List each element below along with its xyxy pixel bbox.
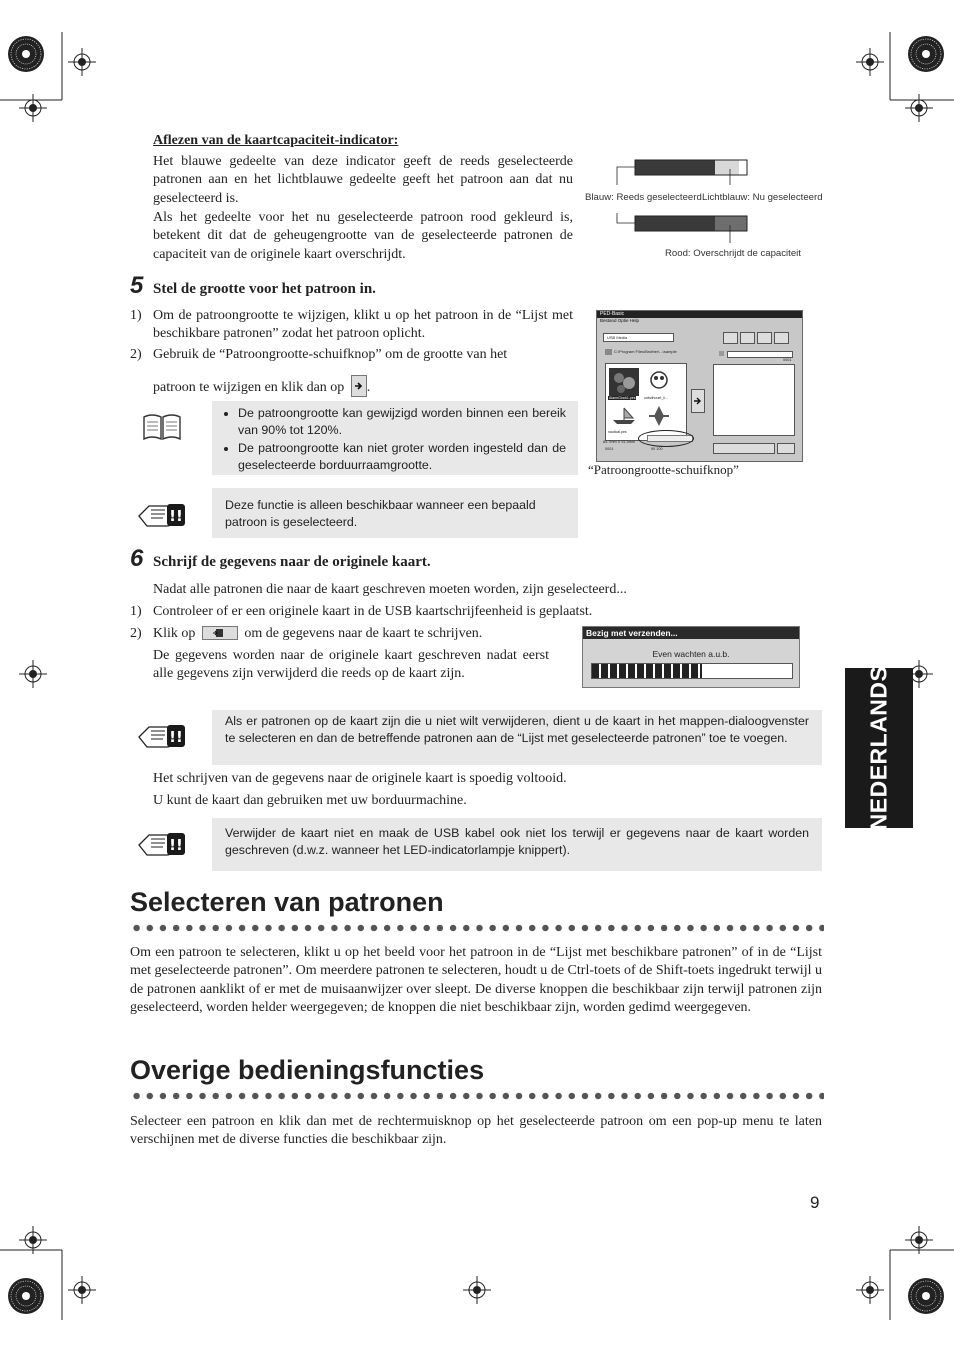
warning-box-1: Deze functie is alleen beschikbaar wanneer een bepaald patroon is geselecteerd. (212, 488, 578, 538)
indicator-red-part (715, 216, 747, 231)
step-5-item-1: Om de patroongrootte te wijzigen, klikt u op het patroon in de “Lijst met beschikbare patronen” zodat het patroon oplicht. (153, 308, 573, 342)
label-blue: Blauw: Reeds geselecteerd (585, 192, 702, 203)
book-icon (140, 411, 184, 448)
slider-caption: “Patroongrootte-schuifknop” (588, 462, 739, 477)
step-6-item-2-text-a: Klik op (153, 626, 196, 641)
pattern-thumbnail-3[interactable] (609, 404, 639, 428)
hand-warning-icon (137, 500, 187, 535)
svg-text:!!: !! (169, 507, 183, 525)
capacity-paragraph-1: Het blauwe gedeelte van deze indicator geeft de reeds geselecteerde patronen aan en het lichtblauwe gedeelte geeft het patroon aan dat nu geselecteerd is. (153, 154, 573, 206)
ped-tool-1[interactable] (723, 332, 738, 344)
pattern-thumbnail-4[interactable] (644, 404, 674, 428)
ped-drive-select[interactable]: USB Media (603, 333, 674, 342)
section-body-selecteren: Om een patroon te selecteren, klikt u op het beeld voor het patroon in de “Lijst met beschikbare patronen” of in de “Lijst met geselecteerde patronen”. Om meerdere patronen te selecteren, houdt u de Ctrl-toets of de Shift-toets ingedrukt terwijl u de patronen aanklikt of er met de muisaanwijzer over sleept. De diverse knoppen die beschikbaar zijn terwijl patronen zijn geselecteerd, worden helder weergegeven; de knoppen die niet beschikbaar zijn, worden gedimd weergegeven. (130, 945, 822, 1016)
step-5-item-2-number: 2) (130, 347, 142, 362)
language-tab-label: NEDERLANDS (865, 665, 892, 831)
step-6-item-2-detail: De gegevens worden naar de originele kaart geschreven nadat eerst alle gegevens zijn verwijderd die reeds op de kaart zijn. (153, 648, 549, 682)
step-6-title: Schrijf de gegevens naar de originele kaart. (153, 554, 431, 570)
indicator-lightblue-part (715, 160, 739, 175)
step-6-done-2: U kunt de kaart dan gebruiken met uw borduurmachine. (153, 793, 467, 808)
ped-path: C:\Program Files\Brother\...\sample (605, 348, 683, 356)
arrow-right-icon (692, 390, 704, 412)
note-bullet-1: • De patroongrootte kan gewijzigd worden binnen een bereik van 90% tot 120%. (238, 405, 566, 438)
svg-text:!!: !! (169, 836, 183, 854)
section-divider-1 (130, 924, 824, 932)
ped-count: 0001 (605, 447, 614, 451)
svg-text:!!: !! (169, 728, 183, 746)
step-6-item-1: Controleer of er een originele kaart in de USB kaartschrijfeenheid is geplaatst. (153, 604, 593, 619)
arrow-right-icon (352, 376, 366, 396)
note-bullet-2: • De patroongrootte kan niet groter worden ingesteld dan de geselecteerde borduurraamgrootte. (238, 440, 566, 473)
write-card-button-screenshot[interactable] (713, 443, 775, 454)
sending-dialog-message: Even wachten a.u.b. (652, 649, 730, 659)
section-title-overige: Overige bedieningsfuncties (130, 1055, 485, 1085)
write-card-button-inline[interactable] (202, 626, 238, 640)
hand-warning-icon (137, 721, 187, 756)
bar-marker (719, 351, 724, 356)
section-divider-2 (130, 1092, 824, 1100)
hand-warning-icon (137, 829, 187, 864)
step-6-item-1-number: 1) (130, 604, 142, 619)
ped-percent: 90 100 (651, 447, 663, 451)
sending-dialog (582, 626, 800, 688)
pattern-thumbnail-2[interactable] (644, 368, 674, 396)
help-button-screenshot[interactable] (777, 443, 795, 454)
ped-menu-bar: Bestand Optie Help (600, 318, 640, 323)
step-5-item-2-end: . (366, 380, 371, 395)
step-6-item-2-text-b: om de gegevens naar de kaart te schrijven. (244, 626, 483, 641)
pattern-label-2: owlsilhouet_li... (644, 396, 668, 400)
pattern-label-1: AlarmClock1.pes (609, 396, 636, 400)
step-6-intro: Nadat alle patronen die naar de kaart geschreven moeten worden, zijn geselecteerd... (153, 582, 627, 597)
indicator-blue-part-2 (635, 216, 715, 231)
ped-size-readout: 84.7mm X 91.5mm (603, 440, 636, 444)
add-pattern-button[interactable] (691, 389, 705, 413)
section-body-overige: Selecteer een patroon en klik dan met de rechtermuisknop op het geselecteerde patroon om een pop-up menu te laten verschijnen met de diverse functies die beschikbaar zijn. (130, 1114, 822, 1148)
warning-box-3: Verwijder de kaart niet en maak de USB kabel ook niet los terwijl er gegevens naar de kaart worden geschreven (d.w.z. wanneer het LED-indicatorlampje knippert). (212, 818, 822, 871)
step-6-number: 6 (130, 545, 144, 572)
section-title-selecteren: Selecteren van patronen (130, 887, 444, 917)
ped-tool-2[interactable] (740, 332, 755, 344)
ped-tool-4[interactable] (774, 332, 789, 344)
pattern-thumbnail-1[interactable] (609, 368, 639, 396)
ped-selected-list[interactable] (713, 364, 795, 436)
pattern-label-3: nautical.pes (608, 430, 627, 434)
step-6-item-2-number: 2) (130, 626, 142, 641)
sending-dialog-title: Bezig met verzenden... (583, 627, 799, 639)
step-5-title: Stel de grootte voor het patroon in. (153, 281, 376, 297)
ped-available-list[interactable] (605, 363, 687, 441)
capacity-paragraph-2: Als het gedeelte voor het nu geselecteerde patroon rood gekleurd is, betekent dit dat de geheugengrootte van de geselecteerde patronen de capaciteit van de originele kaart overschrijdt. (153, 210, 573, 262)
label-lightblue: Lichtblauw: Nu geselecteerd (702, 192, 823, 203)
label-red: Rood: Overschrijdt de capaciteit (665, 248, 801, 259)
step-5-item-2-line-1: Gebruik de “Patroongrootte-schuifknop” om de grootte van het (153, 347, 508, 362)
ped-right-count: 0001 (783, 358, 792, 362)
sending-progress-bar (591, 663, 793, 679)
step-5-item-1-number: 1) (130, 308, 142, 323)
capacity-bar-screenshot (727, 351, 793, 358)
page-number: 9 (810, 1193, 820, 1212)
warning-box-2: Als er patronen op de kaart zijn die u niet wilt verwijderen, dient u de kaart in het mappen-dialoogvenster te selecteren en dan de betreffende patronen aan de “Lijst met geselecteerde patronen” toe te voegen. (212, 710, 822, 765)
ped-basic-window (596, 310, 803, 462)
folder-icon (605, 349, 612, 355)
arrow-button-inline[interactable] (351, 375, 367, 397)
step-6-done-1: Het schrijven van de gegevens naar de originele kaart is spoedig voltooid. (153, 771, 567, 786)
ped-title-bar: PED-Basic (597, 311, 802, 318)
note-list (212, 401, 578, 473)
language-tab (845, 665, 913, 831)
indicator-blue-part (635, 160, 715, 175)
note-box (212, 401, 578, 475)
sending-progress-fill (592, 664, 702, 678)
ped-toolbar (723, 331, 795, 341)
capacity-heading: Aflezen van de kaartcapaciteit-indicator: (153, 133, 399, 148)
step-5-number: 5 (130, 272, 144, 299)
step-6-item-2-line (153, 625, 482, 643)
slider-highlight-ellipse (638, 430, 694, 447)
step-5-item-2-text: patroon te wijzigen en klik dan op (153, 380, 345, 395)
ped-tool-3[interactable] (757, 332, 772, 344)
step-5-item-2-line-2 (153, 375, 370, 397)
write-card-icon (203, 627, 237, 639)
